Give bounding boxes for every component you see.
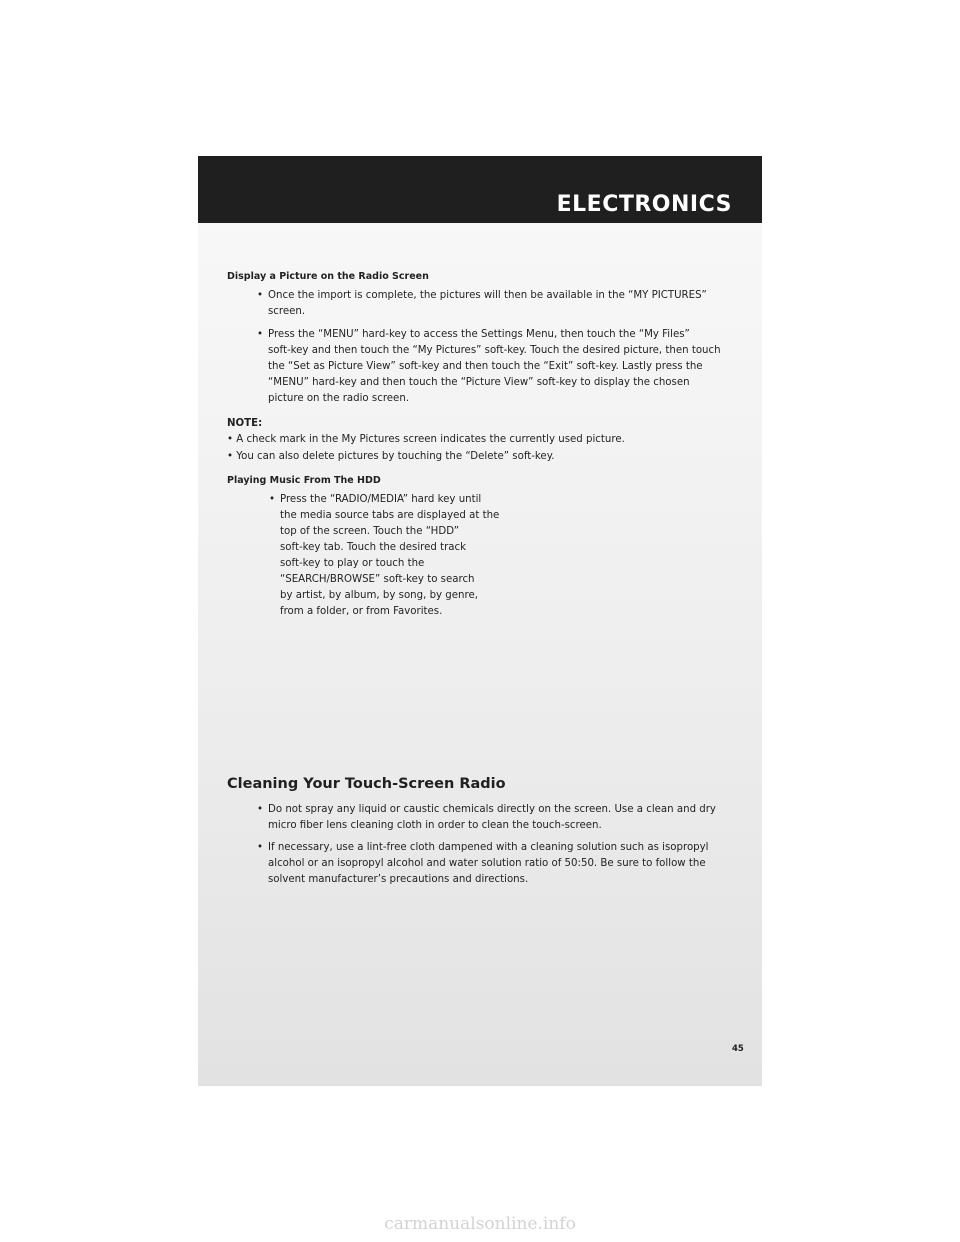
bullet-icon: • — [257, 842, 264, 853]
section-title: ELECTRONICS — [556, 192, 732, 217]
cleaning-heading: Cleaning Your Touch-Screen Radio — [227, 776, 506, 792]
hdd-bullet-1: • Press the “RADIO/MEDIA” hard key until the media source tabs are displayed at the top of the screen. Touch the “HDD” soft-key tab. Touch the desired track soft-key to play or touch the “SEARCH/BROWSE” soft-key to search by artist, by album, by song, by genre, from a folder, or from Favorites. — [269, 494, 500, 617]
note-item: • You can also delete pictures by touching the “Delete” soft-key. — [227, 451, 555, 462]
display-picture-heading: Display a Picture on the Radio Screen — [227, 271, 429, 282]
display-picture-bullet-2: • Press the “MENU” hard-key to access the Settings Menu, then touch the “My Files” soft-key and then touch the “My Pictures” soft-key. Touch the desired picture, then touch the “Set as Picture View” soft-key and then touch the “Exit” soft-key. Lastly press the “MENU” hard-key and then touch the “Picture View” soft-key to display the chosen picture on the radio screen. — [257, 329, 721, 404]
note-item: • A check mark in the My Pictures screen indicates the currently used picture. — [227, 434, 625, 445]
bullet-icon: • — [257, 290, 264, 301]
manual-page — [198, 156, 762, 1086]
bullet-icon: • — [257, 329, 264, 340]
cleaning-bullet-2: • If necessary, use a lint-free cloth dampened with a cleaning solution such as isopropyl alcohol or an isopropyl alcohol and water solution ratio of 50:50. Be sure to follow the solvent manufacturer’s precautions and directions. — [257, 842, 709, 885]
note-label: NOTE: — [227, 418, 263, 429]
section-header-bar — [198, 156, 762, 223]
bullet-icon: • — [257, 804, 264, 815]
page-number: 45 — [732, 1044, 744, 1054]
display-picture-bullet-1: • Once the import is complete, the pictures will then be available in the “MY PICTURES” screen. — [257, 290, 707, 317]
watermark[interactable]: carmanualsonline.info — [384, 1214, 576, 1234]
cleaning-bullet-1: • Do not spray any liquid or caustic chemicals directly on the screen. Use a clean and dry micro fiber lens cleaning cloth in order to clean the touch-screen. — [257, 804, 716, 831]
hdd-heading: Playing Music From The HDD — [227, 475, 381, 486]
bullet-icon: • — [269, 494, 276, 505]
